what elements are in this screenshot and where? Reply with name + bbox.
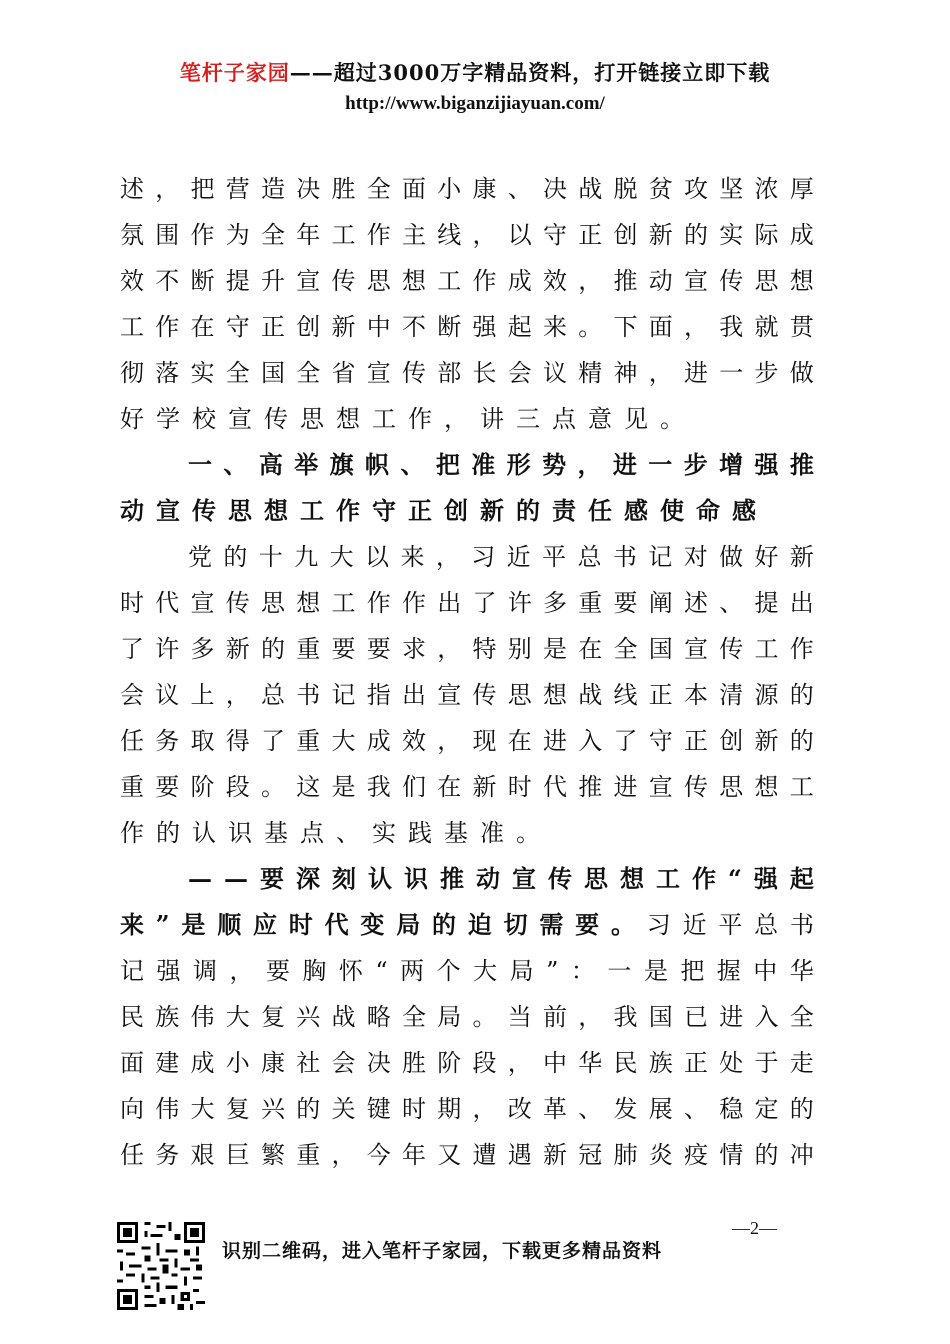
mixed-line: 来 ” 是 顺 应 时 代 变 局 的 迫 切 需 要 。 习 近 平 总 书: [120, 910, 814, 939]
text-line: 了 许 多 新 的 重 要 要 求 ， 特 别 是 在 全 国 宣 传 工 作: [120, 635, 814, 663]
document-body: [120, 166, 814, 1178]
header-url-link[interactable]: http://www.biganzijiayuan.com/: [345, 93, 605, 114]
text-line: 作 的 认 识 基 点 、 实 践 基 准 。: [120, 819, 540, 847]
qr-code-icon[interactable]: [117, 1222, 205, 1310]
section-heading-line: 动 宣 传 思 想 工 作 守 正 创 新 的 责 任 感 使 命 感: [120, 497, 756, 525]
text-line: 时 代 宣 传 思 想 工 作 作 出 了 许 多 重 要 阐 述 、 提 出: [120, 589, 814, 617]
text-line: 重 要 阶 段 。 这 是 我 们 在 新 时 代 推 进 宣 传 思 想 工: [120, 773, 814, 801]
text-line: 党 的 十 九 大 以 来 ， 习 近 平 总 书 记 对 做 好 新: [188, 543, 814, 571]
text-line: 彻 落 实 全 国 全 省 宣 传 部 长 会 议 精 神 ， 进 一 步 做: [120, 359, 814, 387]
page-header: [0, 58, 950, 118]
text-line: 氛 围 作 为 全 年 工 作 主 线 ， 以 守 正 创 新 的 实 际 成: [120, 221, 814, 249]
text-line: 面 建 成 小 康 社 会 决 胜 阶 段 ， 中 华 民 族 正 处 于 走: [120, 1049, 814, 1077]
brand-name[interactable]: 笔杆子家园: [179, 60, 290, 85]
page-number: —2—: [732, 1218, 777, 1238]
text-line: 任 务 艰 巨 繁 重 ， 今 年 又 遭 遇 新 冠 肺 炎 疫 情 的 冲: [120, 1141, 814, 1169]
text-line: 会 议 上 ， 总 书 记 指 出 宣 传 思 想 战 线 正 本 清 源 的: [120, 681, 814, 709]
text-line: 任 务 取 得 了 重 大 成 效 ， 现 在 进 入 了 守 正 创 新 的: [120, 727, 814, 755]
text-line: 好 学 校 宣 传 思 想 工 作 ， 讲 三 点 意 见 。: [120, 405, 684, 433]
header-banner: [0, 58, 950, 88]
footer-caption: 识别二维码，进入笔杆子家园，下载更多精品资料: [222, 1240, 663, 1262]
text-line: 述 ， 把 营 造 决 胜 全 面 小 康 、 决 战 脱 贫 攻 坚 浓 厚: [120, 175, 814, 203]
section-heading-line: 一 、 高 举 旗 帜 、 把 准 形 势 ， 进 一 步 增 强 推: [188, 451, 814, 479]
text-line: 记 强 调 ， 要 胸 怀 “ 两 个 大 局 ” ： 一 是 把 握 中 华: [120, 957, 814, 985]
subheading-line: — — 要 深 刻 认 识 推 动 宣 传 思 想 工 作 “ 强 起: [188, 864, 814, 893]
header-tagline: ——超过3000万字精品资料，打开链接立即下载: [289, 60, 771, 85]
text-line: 民 族 伟 大 复 兴 战 略 全 局 。 当 前 ， 我 国 已 进 入 全: [120, 1003, 814, 1031]
text-line: 工 作 在 守 正 创 新 中 不 断 强 起 来 。 下 面 ， 我 就 贯: [120, 313, 814, 341]
text-line: 向 伟 大 复 兴 的 关 键 时 期 ， 改 革 、 发 展 、 稳 定 的: [120, 1095, 814, 1123]
text-line: 效 不 断 提 升 宣 传 思 想 工 作 成 效 ， 推 动 宣 传 思 想: [120, 267, 814, 295]
